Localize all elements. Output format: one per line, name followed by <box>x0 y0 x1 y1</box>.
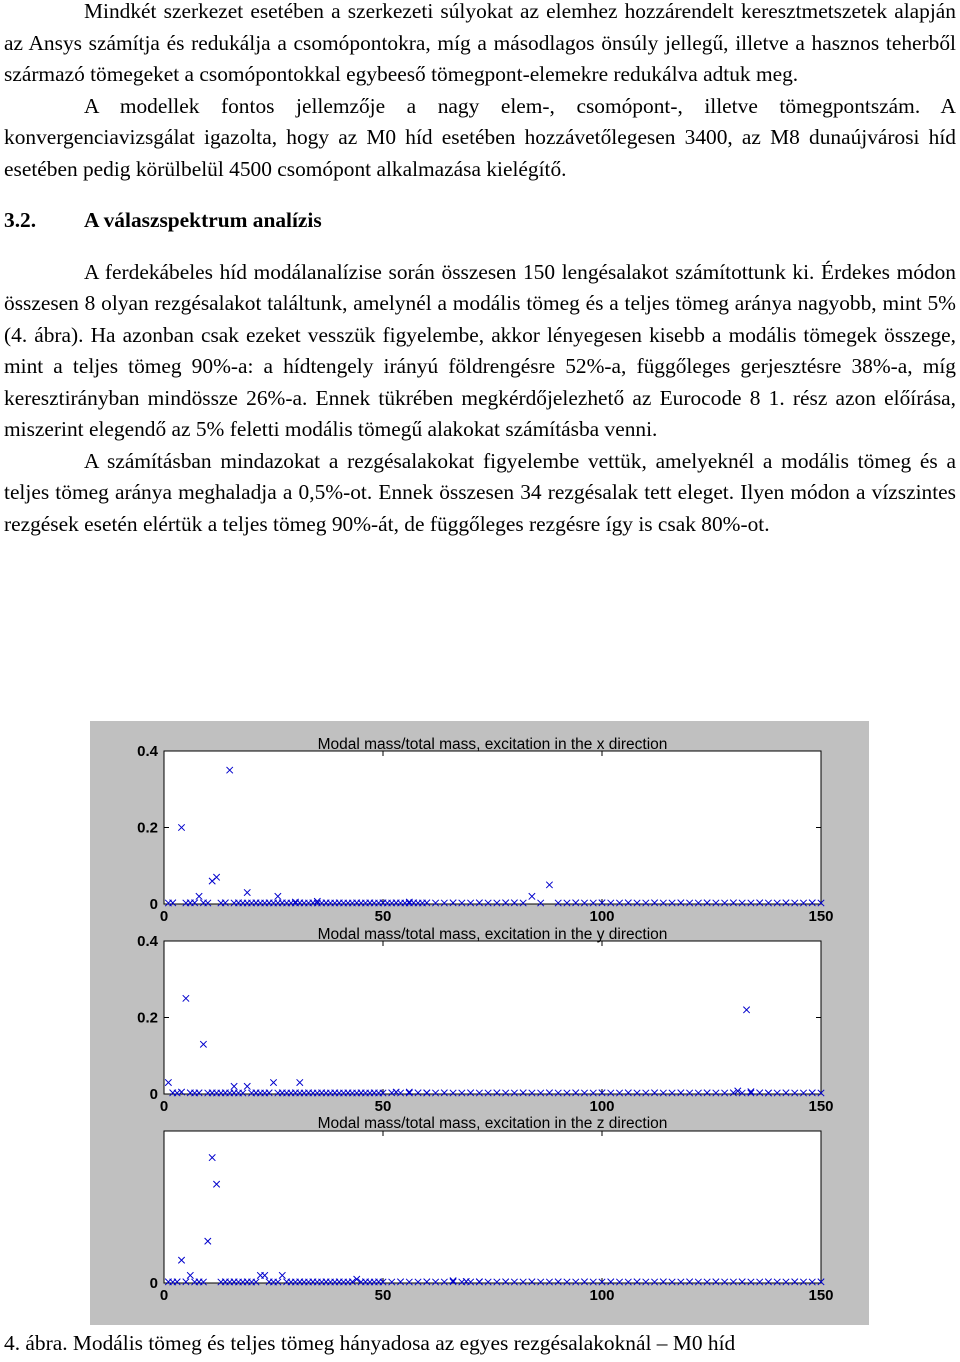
paragraph-4: A számításban mindazokat a rezgésalakokat figyelembe vettük, amelyeknél a modális tömeg és a teljes tömeg aránya meghaladja a 0,5%-ot. Ennek összesen 34 rezgésalak tett eleget. Ilyen módon a vízszintes rezgések esetén elértük a teljes tömeg 90%-át, de függőleges rezgésre így is csak 80%-ot. <box>4 448 956 536</box>
x-tick-label: 100 <box>589 1098 615 1115</box>
y-tick-label: 0 <box>149 1086 158 1103</box>
x-tick-label: 150 <box>808 1287 834 1304</box>
y-tick-label: 0.2 <box>137 819 158 837</box>
section-number: 3.2. <box>4 208 37 232</box>
figure-caption: 4. ábra. Modális tömeg és teljes tömeg hányadosa az egyes rezgésalakoknál – M0 híd <box>4 1331 736 1355</box>
y-tick-label: 0.2 <box>137 1009 158 1027</box>
x-tick-label: 0 <box>159 908 169 925</box>
section-heading <box>4 205 956 237</box>
x-tick-label: 100 <box>589 908 615 925</box>
x-tick-label: 150 <box>808 908 834 925</box>
y-tick-label: 0 <box>149 1275 158 1292</box>
plot-area <box>164 1131 821 1283</box>
body-text <box>4 0 956 540</box>
paragraph-1: Mindkét szerkezet esetében a szerkezeti súlyokat az elemhez hozzárendelt keresztmetszetek alapján az Ansys számítja és redukálja a csomópontokra, míg a másodlagos önsúly jellegű, illetve a hasznos teherből származó tömegeket a csomópontokkal egybeeső tömegpont-elemekre redukálva adtuk meg. <box>4 0 956 86</box>
plot-area <box>164 941 821 1094</box>
modal-mass-charts <box>90 721 869 1325</box>
chart-title: Modal mass/total mass, excitation in the z direction <box>317 1115 668 1132</box>
figure-4 <box>90 721 869 1325</box>
chart-title: Modal mass/total mass, excitation in the y direction <box>317 926 668 943</box>
x-tick-label: 0 <box>159 1098 169 1115</box>
y-tick-label: 0.4 <box>137 933 158 950</box>
y-tick-label: 0 <box>149 896 158 913</box>
x-tick-label: 50 <box>374 1287 392 1304</box>
x-tick-label: 100 <box>589 1287 615 1304</box>
paragraph-2: A modellek fontos jellemzője a nagy elem-, csomópont-, illetve tömegpontszám. A konvergenciavizsgálat igazolta, hogy az M0 híd esetében hozzávetőlegesen 3400, az M8 dunaújvárosi híd esetében pedig körülbelül 4500 csomópont alkalmazása kielégítő. <box>4 93 956 181</box>
x-tick-label: 150 <box>808 1098 834 1115</box>
chart-title: Modal mass/total mass, excitation in the x direction <box>317 736 668 753</box>
section-title: A válaszspektrum analízis <box>84 208 322 232</box>
x-tick-label: 0 <box>159 1287 169 1304</box>
paragraph-3: A ferdekábeles híd modálanalízise során összesen 150 lengésalakot számítottunk ki. Érdekes módon összesen 8 olyan rezgésalakot találtunk, amelynél a modális tömeg és a teljes tömeg aránya nagyobb, mint 5% (4. ábra). Ha azonban csak ezeket vesszük figyelembe, akkor lényegesen kisebb a modális tömegek összege, mint a teljes tömeg 90%-a: a hídtengely irányú földrengésre 52%-a, függőleges gerjesztésre 38%-a, míg keresztirányban mindössze 26%-a. Ennek tükrében megkérdőjelezhető az Eurocode 8 1. rész azon előírása, miszerint elegendő az 5% feletti modális tömegű alakokat számításba venni. <box>4 259 956 441</box>
x-tick-label: 50 <box>374 908 392 925</box>
plot-area <box>164 751 821 904</box>
x-tick-label: 50 <box>374 1098 392 1115</box>
y-tick-label: 0.4 <box>137 743 158 760</box>
